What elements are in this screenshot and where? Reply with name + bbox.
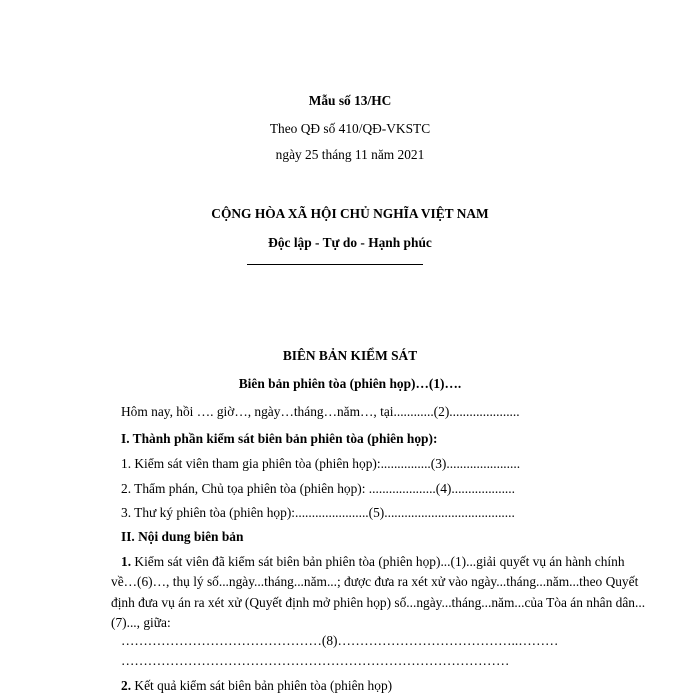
section-1-item-1: 1. Kiểm sát viên tham gia phiên tòa (phiên họp):...............(3)...................... [121,456,521,471]
section-1-heading: I. Thành phần kiểm sát biên bản phiên tòa (phiên họp): [121,431,438,446]
section-2-item-1-line-2: về…(6)…, thụ lý số...ngày...tháng...năm...; được đưa ra xét xử vào ngày...tháng...năm...theo Quyết [111,574,639,589]
form-number: Mẫu số 13/HC [308,93,392,108]
decision-date: ngày 25 tháng 11 năm 2021 [275,147,425,162]
document-title: BIÊN BẢN KIỂM SÁT [282,348,418,363]
dotted-line-1: ………………………………………(8)…………………………………..……… [121,633,559,648]
section-2-item-1-line-3: định đưa vụ án ra xét xử (Quyết định mở phiên họp) số...ngày...tháng...năm...của Tòa án nhân dân... [111,595,646,610]
section-2-item-1-text: Kiểm sát viên đã kiểm sát biên bản phiên tòa (phiên họp)...(1)...giải quyết vụ án hành chính [134,554,625,569]
national-motto: Độc lập - Tự do - Hạnh phúc [268,235,432,250]
dotted-line-2: …………………………………………………………………………… [121,653,510,668]
section-2-heading: II. Nội dung biên bản [121,529,244,544]
section-2-item-2-number: 2. [121,678,132,693]
section-2-item-1-line-1 [121,555,625,568]
country-name: CỘNG HÒA XÃ HỘI CHỦ NGHĨA VIỆT NAM [211,206,489,221]
decision-reference: Theo QĐ số 410/QĐ-VKSTC [269,121,431,136]
section-2-item-2 [121,679,392,692]
document-subtitle: Biên bản phiên tòa (phiên họp)…(1)…. [238,376,462,391]
motto-underline [247,264,423,265]
section-2-item-2-text: Kết quả kiểm sát biên bản phiên tòa (phiên họp) [134,678,393,693]
section-2-item-1-number: 1. [121,554,132,569]
section-1-item-3: 3. Thư ký phiên tòa (phiên họp):......................(5)....................................... [121,505,515,520]
section-1-item-2: 2. Thẩm phán, Chủ tọa phiên tòa (phiên họp): ....................(4)................... [121,481,515,496]
opening-line: Hôm nay, hồi …. giờ…, ngày…tháng…năm…, tại............(2)..................... [121,404,520,419]
section-2-item-1-line-4: (7)..., giữa: [111,615,171,630]
